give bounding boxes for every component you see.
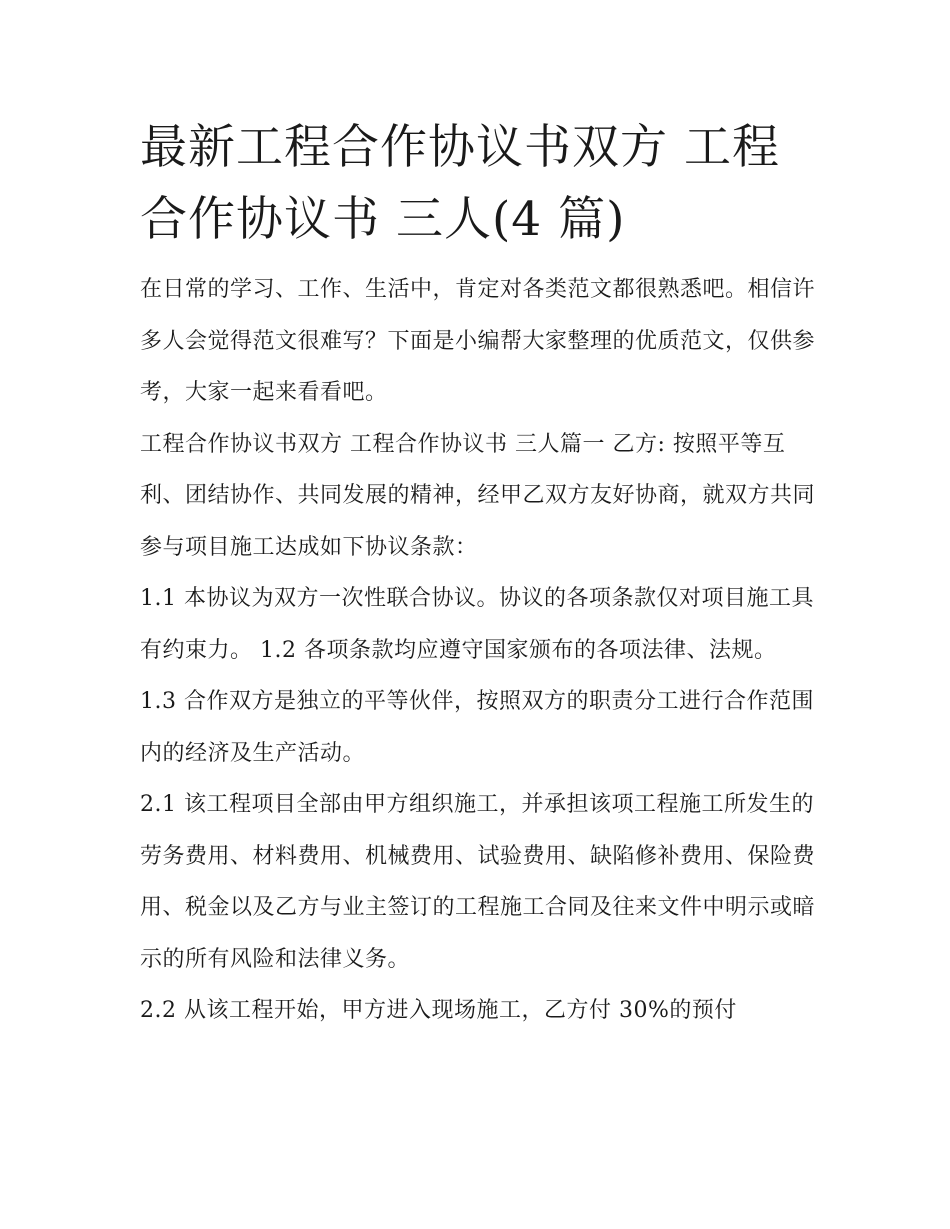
clause-1-3-paragraph: 1.3 合作双方是独立的平等伙伴，按照双方的职责分工进行合作范围内的经济及生产活动。 (140, 689, 814, 766)
clause-2-1-paragraph: 2.1 该工程项目全部由甲方组织施工，并承担该项工程施工所发生的劳务费用、材料费用、机械费用、试验费用、缺陷修补费用、保险费用、税金以及乙方与业主签订的工程施工合同及往来文件中明示或暗示的所有风险和法律义务。 (140, 792, 816, 972)
document-title: 最新工程合作协议书双方 工程合作协议书 三人(4 篇) (140, 120, 780, 247)
clause-2-2-paragraph: 2.2 从该工程开始，甲方进入现场施工，乙方付 30%的预付 (140, 998, 737, 1023)
section-one-opening-paragraph: 工程合作协议书双方 工程合作协议书 三人篇一 乙方: 按照平等互利、团结协作、共同发展的精神，经甲乙双方友好协商，就双方共同参与项目施工达成如下协议条款： (140, 431, 816, 560)
document-page (140, 112, 820, 1037)
clause-1-1-1-2-paragraph: 1.1 本协议为双方一次性联合协议。协议的各项条款仅对项目施工具有约束力。 1.2 各项条款均应遵守国家颁布的各项法律、法规。 (140, 586, 814, 663)
intro-paragraph: 在日常的学习、工作、生活中，肯定对各类范文都很熟悉吧。相信许多人会觉得范文很难写？下面是小编帮大家整理的优质范文，仅供参考，大家一起来看看吧。 (140, 277, 816, 405)
